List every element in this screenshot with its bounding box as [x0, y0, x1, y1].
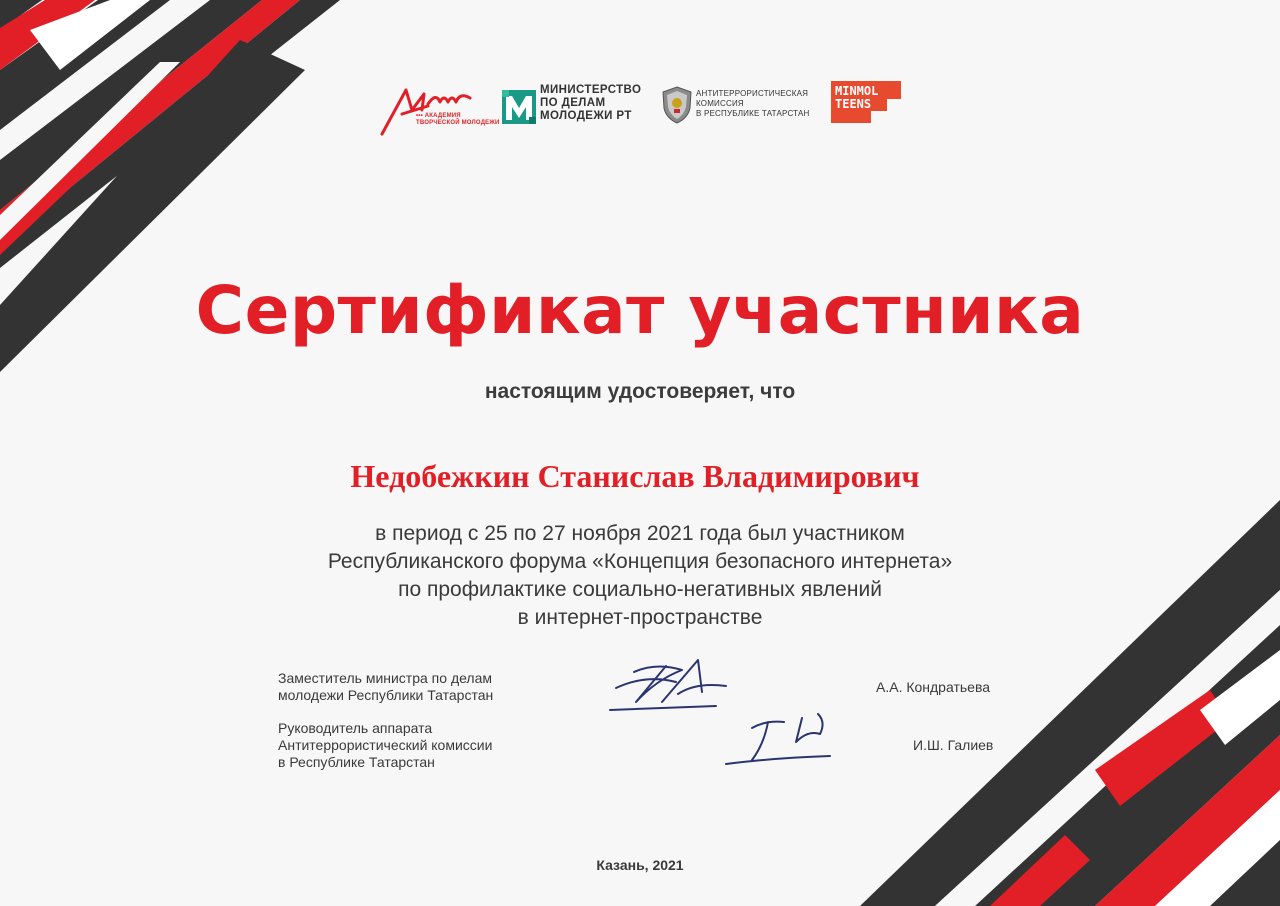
- signatory-name-2: И.Ш. Галиев: [913, 737, 994, 753]
- recipient-name: Недобежкин Станислав Владимирович: [350, 458, 920, 494]
- certificate-body: [0, 520, 1280, 632]
- commission-logo: [662, 84, 822, 128]
- signatory-position-1: Заместитель министра по делам молодежи Республики Татарстан: [278, 670, 494, 703]
- signatory-name-1: А.А. Кондратьева: [876, 679, 991, 695]
- certificate-subtitle: настоящим удостоверяет, что: [484, 380, 796, 403]
- minmol-logo-text: MINMOL TEENS: [835, 84, 879, 111]
- body-line: Республиканского форума «Концепция безопасного интернета»: [327, 550, 953, 573]
- commission-logo-text: АНТИТЕРРОРИСТИЧЕСКАЯ КОМИССИЯ В РЕСПУБЛИКЕ ТАТАРСТАН: [696, 89, 810, 118]
- body-line: по профилактике социально-негативных явлений: [398, 578, 882, 601]
- ministry-logo: [502, 84, 652, 128]
- shield-emblem-icon: [662, 86, 692, 124]
- minmol-teens-logo: [831, 81, 901, 123]
- body-line: в интернет-пространстве: [517, 606, 763, 629]
- city-year: Казань, 2021: [596, 857, 684, 873]
- signature-1-icon: [606, 652, 736, 718]
- partner-logos: [0, 78, 1280, 142]
- academy-logo-icon: [378, 80, 482, 140]
- ministry-logo-text: МИНИСТЕРСТВО ПО ДЕЛАМ МОЛОДЕЖИ РТ: [540, 84, 642, 122]
- body-line: в период с 25 по 27 ноября 2021 года был участником: [375, 522, 905, 545]
- ministry-m-logo-icon: [502, 90, 536, 124]
- academy-logo-caption: ••• АКАДЕМИЯ ТВОРЧЕСКОЙ МОЛОДЕЖИ: [416, 113, 500, 126]
- certificate-title: Сертификат участника: [195, 272, 1085, 349]
- academy-logo: [378, 80, 500, 140]
- signature-2-icon: [722, 708, 834, 770]
- signatory-position-2: Руководитель аппарата Антитеррористический комиссии в Республике Татарстан: [278, 720, 493, 770]
